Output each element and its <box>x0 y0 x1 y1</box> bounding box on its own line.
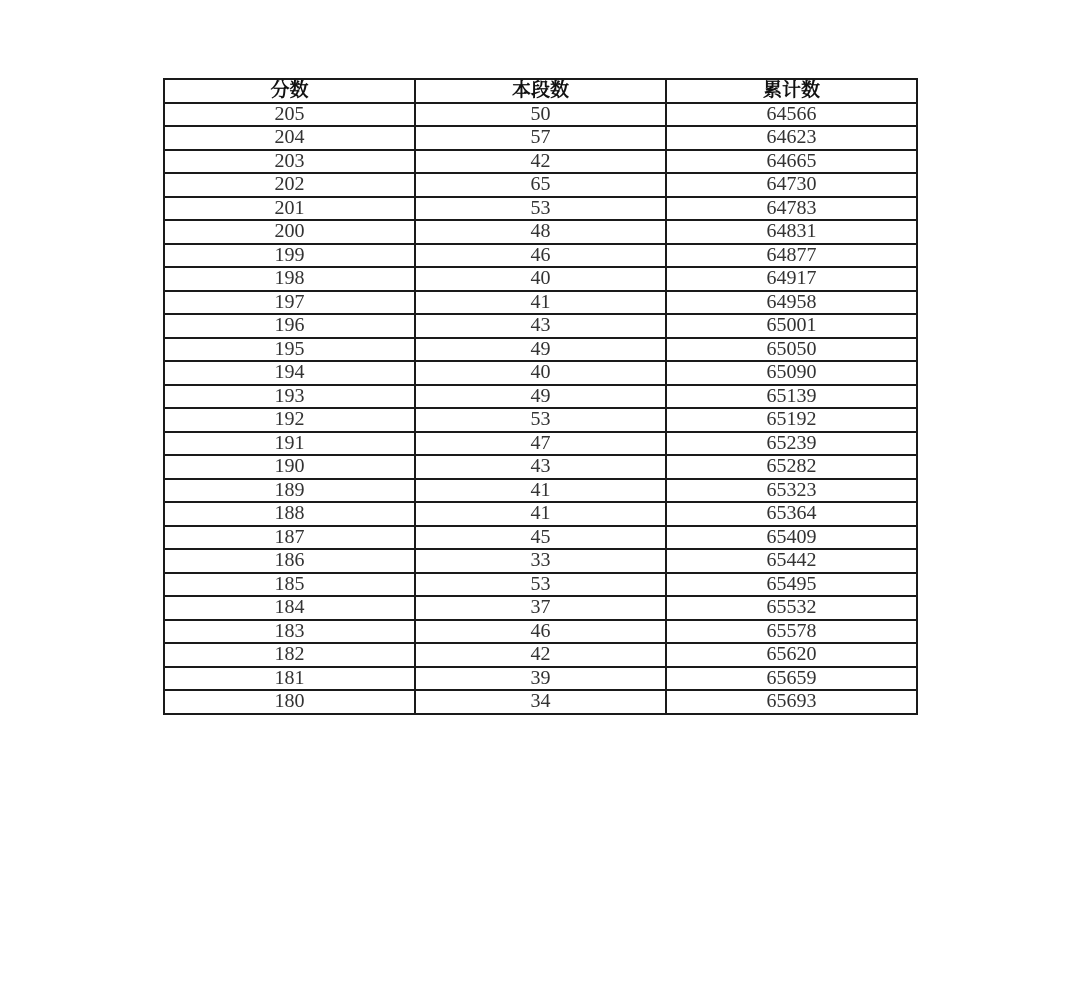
cell-score: 195 <box>164 338 415 362</box>
cell-score: 197 <box>164 291 415 315</box>
cell-segment-count: 33 <box>415 549 666 573</box>
cell-cumulative-count: 65001 <box>666 314 917 338</box>
cell-cumulative-count: 64917 <box>666 267 917 291</box>
cell-cumulative-count: 65442 <box>666 549 917 573</box>
header-score: 分数 <box>164 79 415 103</box>
cell-segment-count: 53 <box>415 197 666 221</box>
cell-segment-count: 53 <box>415 573 666 597</box>
cell-segment-count: 65 <box>415 173 666 197</box>
table-row <box>164 573 917 597</box>
cell-score: 203 <box>164 150 415 174</box>
cell-cumulative-count: 65659 <box>666 667 917 691</box>
cell-segment-count: 47 <box>415 432 666 456</box>
cell-score: 192 <box>164 408 415 432</box>
cell-cumulative-count: 65323 <box>666 479 917 503</box>
header-row <box>164 79 917 103</box>
table-row <box>164 526 917 550</box>
cell-cumulative-count: 64831 <box>666 220 917 244</box>
table-row <box>164 291 917 315</box>
cell-segment-count: 42 <box>415 643 666 667</box>
cell-cumulative-count: 65239 <box>666 432 917 456</box>
table-row <box>164 667 917 691</box>
cell-cumulative-count: 64566 <box>666 103 917 127</box>
cell-score: 184 <box>164 596 415 620</box>
cell-score: 187 <box>164 526 415 550</box>
table-row <box>164 408 917 432</box>
cell-cumulative-count: 64958 <box>666 291 917 315</box>
table-row <box>164 267 917 291</box>
table-row <box>164 220 917 244</box>
cell-score: 199 <box>164 244 415 268</box>
cell-score: 204 <box>164 126 415 150</box>
cell-score: 190 <box>164 455 415 479</box>
cell-cumulative-count: 64877 <box>666 244 917 268</box>
cell-segment-count: 41 <box>415 479 666 503</box>
cell-cumulative-count: 65090 <box>666 361 917 385</box>
cell-score: 186 <box>164 549 415 573</box>
cell-score: 198 <box>164 267 415 291</box>
table-row <box>164 455 917 479</box>
cell-segment-count: 42 <box>415 150 666 174</box>
cell-score: 205 <box>164 103 415 127</box>
table-row <box>164 314 917 338</box>
cell-cumulative-count: 65495 <box>666 573 917 597</box>
cell-score: 200 <box>164 220 415 244</box>
table-row <box>164 173 917 197</box>
table-body <box>164 103 917 714</box>
cell-cumulative-count: 65364 <box>666 502 917 526</box>
score-distribution-table <box>163 78 918 715</box>
cell-segment-count: 46 <box>415 244 666 268</box>
cell-score: 202 <box>164 173 415 197</box>
cell-score: 194 <box>164 361 415 385</box>
table-row <box>164 385 917 409</box>
table-row <box>164 361 917 385</box>
table-row <box>164 150 917 174</box>
cell-cumulative-count: 64665 <box>666 150 917 174</box>
cell-cumulative-count: 65050 <box>666 338 917 362</box>
cell-score: 181 <box>164 667 415 691</box>
cell-cumulative-count: 64783 <box>666 197 917 221</box>
cell-score: 180 <box>164 690 415 714</box>
cell-segment-count: 49 <box>415 338 666 362</box>
cell-segment-count: 50 <box>415 103 666 127</box>
cell-cumulative-count: 64730 <box>666 173 917 197</box>
cell-segment-count: 41 <box>415 291 666 315</box>
table-row <box>164 126 917 150</box>
table-row <box>164 432 917 456</box>
table-row <box>164 244 917 268</box>
table-row <box>164 643 917 667</box>
cell-cumulative-count: 65578 <box>666 620 917 644</box>
cell-score: 191 <box>164 432 415 456</box>
cell-score: 196 <box>164 314 415 338</box>
cell-cumulative-count: 64623 <box>666 126 917 150</box>
cell-segment-count: 43 <box>415 314 666 338</box>
cell-cumulative-count: 65620 <box>666 643 917 667</box>
cell-cumulative-count: 65192 <box>666 408 917 432</box>
cell-segment-count: 57 <box>415 126 666 150</box>
table-row <box>164 596 917 620</box>
cell-cumulative-count: 65282 <box>666 455 917 479</box>
cell-segment-count: 45 <box>415 526 666 550</box>
cell-segment-count: 39 <box>415 667 666 691</box>
table-row <box>164 502 917 526</box>
cell-segment-count: 40 <box>415 361 666 385</box>
cell-cumulative-count: 65532 <box>666 596 917 620</box>
cell-segment-count: 46 <box>415 620 666 644</box>
table-row <box>164 197 917 221</box>
table-row <box>164 479 917 503</box>
header-cumulative-count: 累计数 <box>666 79 917 103</box>
cell-score: 183 <box>164 620 415 644</box>
cell-segment-count: 37 <box>415 596 666 620</box>
cell-segment-count: 43 <box>415 455 666 479</box>
header-segment-count: 本段数 <box>415 79 666 103</box>
cell-cumulative-count: 65139 <box>666 385 917 409</box>
table-row <box>164 103 917 127</box>
table-row <box>164 620 917 644</box>
table-row <box>164 549 917 573</box>
table-row <box>164 338 917 362</box>
cell-segment-count: 53 <box>415 408 666 432</box>
cell-segment-count: 49 <box>415 385 666 409</box>
cell-cumulative-count: 65693 <box>666 690 917 714</box>
cell-segment-count: 40 <box>415 267 666 291</box>
cell-segment-count: 48 <box>415 220 666 244</box>
cell-score: 188 <box>164 502 415 526</box>
cell-score: 189 <box>164 479 415 503</box>
cell-score: 201 <box>164 197 415 221</box>
cell-segment-count: 41 <box>415 502 666 526</box>
table-row <box>164 690 917 714</box>
cell-cumulative-count: 65409 <box>666 526 917 550</box>
cell-score: 185 <box>164 573 415 597</box>
cell-score: 193 <box>164 385 415 409</box>
cell-score: 182 <box>164 643 415 667</box>
cell-segment-count: 34 <box>415 690 666 714</box>
